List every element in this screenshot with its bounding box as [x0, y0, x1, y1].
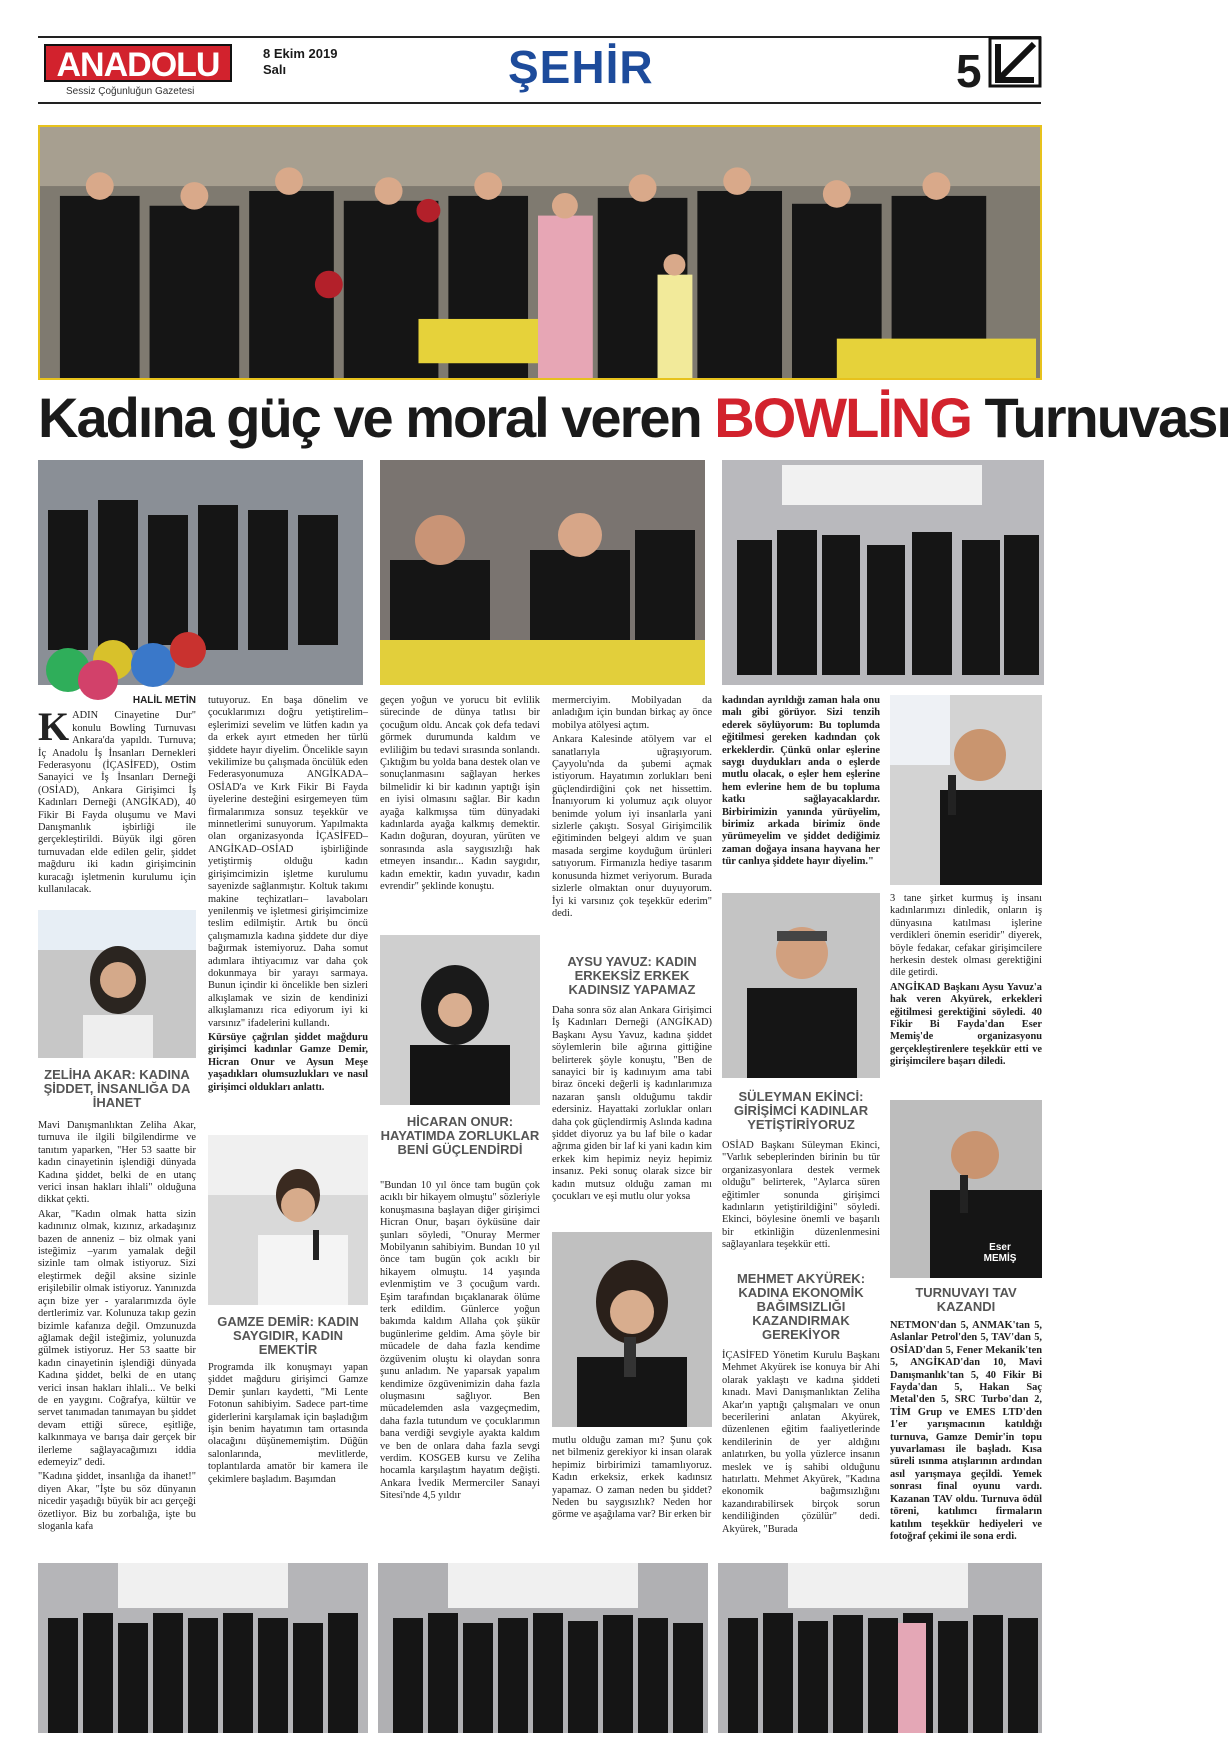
- article-column-2b: [208, 1362, 368, 1552]
- paragraph: "Bundan 10 yıl önce tam bugün çok acıklı bir hikayem olmuştu" sözleriyle konuşmasına başlayan diğer girişimci Hicran Onur, başarı öyküsüne dair şunları söyledi, "Onuray Mermer Mobilyanın sahibiyim. Bundan 10 yıl önce tam bugün çok acıklı bir hikayem olmuştu. 14 yaşında evlenmiştim ve 3 çocuğum vardı. Eşim tarafından bıçaklanarak ölüme terk edildim. Günlerce yoğun bakımda kaldım Allaha çok şükür bugünlerime geldim. Ama şöyle bir mücadele de daha fazla kendime özgüvenim oluştu ki olaydan sonra şunu anladım. Ne yaparsak yapalım kendimize özgüvenimizin daha fazla oluşmasını sağlıyor. Ben mücadelemden asla vazgeçmedim, daha fazla tutundum ve çocuklarımın bana verdiği sevgiyle ayakta kaldım ve ben de onlara daha fazla sevgi verdim. KOSGEB kursu ve Zeliha hocamla karşılaştım hayatım değişti. Ankara İvedik Mermerciler Sanayi Sitesi'nde 4,5 yıldır: [380, 1180, 540, 1502]
- article-column-6b: [890, 1320, 1042, 1552]
- article-column-4: [552, 695, 712, 950]
- photo-group-bottom-right: [718, 1563, 1042, 1733]
- article-column-4c: [552, 1435, 712, 1553]
- paragraph: tutuyoruz. En başa dönelim ve çocuklarımızı doğru yetiştirelim–eşlerimizi sevelim ve lütfen kadın ya da erkek ayırt etmeden her türlü şiddete hayır diyelim. Öncelikle sayın vekilimize bu çalışmada öncülük eden Federasyonumuza ANGİKADA–OSİAD'a ve Kırk Fikir Bi Fayda üyelerine desteğini esirgemeyen tüm firmalarımıza sonsuz teşekkür ve minnetlerimi sunuyorum. Yapılmakta olan organizasyonda İÇASİFED–ANGİKAD–OSİAD işbirliğinde yetiştirmiş olduğu kadın girişimcimizin işletme kurulumu sayenizde sağlanmıştır. Koltuk takımı makine teçhizatları– lavaboları yenilenmiş ve işletmesi girişimcimize teslim edilmiştir. Artık bu öncü çalışmamızla kadına şiddete dur diye bağırmak istemiyoruz. Daha somut adımlara ihtiyacımız var daha çok dokunmaya bir yarayı sarmaya. Bunun içindir ki öncelikle ben sizleri alkışlamak ve sizin de kendinizi alkışlamanızı rica ediyorum iyi ki varsınız" ifadelerini kullandı.: [208, 695, 368, 1029]
- article-column-5b: [722, 1140, 880, 1270]
- subheading-hicaran: HİCARAN ONUR: HAYATIMDA ZORLUKLAR BENİ GÜÇLENDİRDİ: [380, 1114, 540, 1157]
- paragraph: mutlu olduğu zaman mı? Şunu çok net bilmeniz gerekiyor ki insan olarak hepimiz birbirimizi tamamlıyoruz. Kadın erkeksiz, erkek kadınsız yapamaz. O zaman neden bu şiddet? Neden bu saygısızlık? Neden hor görme ve aşağılama var? Bir erken bir: [552, 1435, 712, 1521]
- paragraph: kadından ayrıldığı zaman hala onu malı gibi görüyor. Sizi tenzih ederek söylüyorum: Bu toplumda eğitilmesi gereken kadından çok erkeklerdir. Çünkü onlar eşlerine saygı duydukları anda o eşlerde mutlu olacak, o eşler hem eşlerine hem evlerine hem de bu topluma katkı sağlayacaklardır. Birbirimizin yanında yürüyelim, birimiz arkada birimiz önde yürümeyelim ve şiddet dediğimiz zaman doğaya insana hayvana her tür canlıya şiddete hayır diyelim.": [722, 695, 880, 868]
- article-column-1b: [38, 1120, 196, 1550]
- photo-eser-memis: [890, 1100, 1042, 1278]
- photo-women-bowling-balls: [38, 460, 363, 685]
- paragraph: Daha sonra söz alan Ankara Girişimci İş Kadınları Derneği (ANGİKAD) Başkanı Aysu Yavuz, kadına şiddet söylemlerin bile ağırına gittiğine belirterek şöyle konuştu, "Ben de sanayici bir iş kadınıyım ama tabi biraz önceki değerli iş kadınlarımıza nazaran şanslı olduğumu takdir edersiniz. Hayattaki zorluklar onları daha çok güçlendirmiş Aslında kadına şiddet diyoruz ya bu laf bile o kadar ağrıma giden bir laf ki yani kadın kim erkek kim hepimiz neyiz hepimiz insanız. Peki sonuç olarak sizce bir kadın mutsuz olduğu zaman mı çocukları ve eşi mutlu olur yoksa: [552, 1005, 712, 1203]
- photo-zeliha-akar: [38, 910, 196, 1058]
- paragraph: OSİAD Başkanı Süleyman Ekinci, "Varlık sebeplerinden birinin bu tür organizasyonlara destek vermek olduğu" belirterek, "Aylarca süren eğitimler sonunda girişimci kadınların yetiştirildiğini" söyledi. Ekinci, böylesine önemli ve başarılı bir etkinliğin düzenlenmesini sağlayanlara teşekkür etti.: [722, 1140, 880, 1251]
- paragraph: Akar, "Kadın olmak hatta sizin kadınınız olmak, kızınız, arkadaşınız bazen de anneniz – biz olmak yani isteğimiz –yarım yamalak değil sizinle tam olmak istiyoruz. Sizi eleştirmek değil aksine sizinle erişilebilir olmak istiyoruz. Yanınızda açın bize yer - yaralarımızda öyle dertlerimiz var. Kolunuza takıp gezin bizimle kafanıza değil. Omzunuzda ağlamak değil isteğimiz, yolunuzda gülmek istiyoruz. Her 53 saatte bir kadın cinayetinin işlendiği dünyada Kadına şiddet, belki de en utanç verici insan hakları ihlali... Ve belki de en yaygını. Coğrafya, kültür ve servet tanımadan tanımayan bu şiddet devam ettiği sürece, eşitliğe, kalkınmaya ve barışa dair gerçek bir ilerleme sağlayacağımızı iddia edemeyiz" dedi.: [38, 1208, 196, 1468]
- photo-group-sponsor-banner: [722, 460, 1044, 685]
- photo-hicaran-onur: [380, 935, 540, 1105]
- lead-paragraph: [38, 704, 196, 896]
- byline: HALİL METİN: [132, 695, 196, 706]
- section-title: ŞEHİR: [508, 41, 654, 93]
- paragraph: Kürsüye çağrılan şiddet mağduru girişimci kadınlar Gamze Demir, Hicran Onur ve Aysun Meşe yaşadıkları olumsuzlukları ve nasıl girişimci oldukları anlattı.: [208, 1031, 368, 1093]
- subheading-gamze: GAMZE DEMİR: KADIN SAYGIDIR, KADIN EMEKTİR: [217, 1314, 359, 1357]
- subheading-suleyman: SÜLEYMAN EKİNCİ: GİRİŞİMCİ KADINLAR YETİŞTİRİYORUZ: [733, 1089, 869, 1132]
- newspaper-slogan: Sessiz Çoğunluğun Gazetesi: [66, 86, 195, 97]
- article-column-3: [380, 695, 540, 935]
- paragraph: Mavi Danışmanlıktan Zeliha Akar, turnuva ile ilgili bilgilendirme ve tanıtım yaparken, "Her 53 saatte bir kadın cinayetinin işlendiği dünyada Kadına şiddet, belki de en utanç verici insan hakları ihlali" olduğuna dikkat çekti.: [38, 1120, 196, 1206]
- paragraph: "Kadına şiddet, insanlığa da ihanet!" diyen Akar, "İşte bu söz dünyanın nicedir yaşadığı büyük bir acı gerçeği özetliyor. Biz bu zorbalığa, işte bu sloganla kafa: [38, 1471, 196, 1532]
- article-column-5: [722, 695, 880, 885]
- article-column-6: [890, 893, 1042, 1093]
- date-line: 8 Ekim 2019: [263, 46, 338, 61]
- article-column-1: [38, 695, 196, 910]
- subheading-zeliha: ZELİHA AKAR: KADINA ŞİDDET, İNSANLIĞA DA İHANET: [43, 1067, 191, 1110]
- photo-mehmet-akyurek: [890, 695, 1042, 885]
- subheading-mehmet: MEHMET AKYÜREK: KADINA EKONOMİK BAĞIMSIZLIĞI KAZANDIRMAK GEREKİYOR: [736, 1271, 866, 1342]
- lead-text: ADIN Cinayetine Dur" konulu Bowling Turnuvası Ankara'da yapıldı. Turnuva; İç Anadolu İş İnsanları Dernekleri Federasyonu (İÇASİFED), Ostim Sanayici ve İş İnsanları Derneği (OSİAD), Ankara Girişimci İş Kadınları Derneği (ANGİKAD), 40 Fikir Bi Fayda oluşumu ve Mavi Danışmanlık işbirliği ile gerçekleştirildi. Büyük ilgi gören turnuvadan elde edilen gelir, şiddet mağduru iki kadın girişimcinin kuracağı işletmenin kurulumu için kullanılacak.: [38, 710, 196, 896]
- subheading-aysu: AYSU YAVUZ: KADIN ERKEKSİZ ERKEK KADINSIZ YAPAMAZ: [567, 954, 697, 997]
- article-column-2: [208, 695, 368, 1135]
- masthead: [38, 36, 1041, 104]
- paragraph: İÇASİFED Yönetim Kurulu Başkanı Mehmet Akyürek ise konuya bir Ahi olarak yaklaştı ve kadına şiddeti kınadı. Mavi Danışmanlıktan Zeliha Akar'ın yaptığı çalışmaları ve onun becerilerini anlatan Akyürek, düzenlenen eğitim faaliyetlerinde kendilerinin de yer aldığını anlatırken, bu yolla yüzlerce insanın meslek ve iş sahibi olduğunu hatırlattı. Mehmet Akyürek, "Kadına ekonomik bağımsızlığını kazandırabilirsek birçok sorun kendiliğinden çözülür" dedi. Akyürek, "Burada: [722, 1350, 880, 1535]
- headline: [38, 385, 1230, 450]
- dropcap: K: [38, 704, 70, 750]
- paragraph: Programda ilk konuşmayı yapan şiddet mağduru girişimci Gamze Demir şunları kaydetti, "Mi Lente Fotonun sahibiyim. Sadece part-time giderlerini karşılamak için başladığım işin benim hayatımın tam ortasında olacağını düşünememiştim. Düğün salonlarında, mevlitlerde, toplantılarda amatör bir kamera ile çekimlere başladım. Başımdan: [208, 1362, 368, 1485]
- photo-caption: Eser MEMİŞ: [983, 1242, 1017, 1264]
- paragraph: ANGİKAD Başkanı Aysu Yavuz'a hak veren Akyürek, erkekleri eğitilmesi gerektiğini söyledi. 40 Fikir Bi Fayda'dan Eser Memiş'de organizasyonu gerçekleştirenlere teşekkür etti ve girişimcilere başarı diledi.: [890, 981, 1042, 1068]
- headline-part2: Turnuvası: [970, 386, 1230, 449]
- photo-group-bottom-center: [378, 1563, 708, 1733]
- weekday-line: Salı: [263, 62, 287, 77]
- article-column-4b: [552, 1005, 712, 1230]
- newspaper-logo[interactable]: ANADOLU: [44, 44, 232, 82]
- paragraph: NETMON'dan 5, ANMAK'tan 5, Aslanlar Petrol'den 5, TAV'dan 5, OSİAD'dan 5, Fener Mekanik'ten 5, ANGİKAD'dan 10, Mavi Danışmanlık'tan 5, 40 Fikir Bi Fayda'dan 5, Hakan Saç Metal'den 5, SRC Turbo'dan 2, TİM Grup ve EMES LTD'den 1'er yarışmacının katıldığı turnuva, Gamze Demir'in topu yuvarlaması ile başladı. Kısa süreli ısınma atışlarının ardından asıl yarışmaya geçildi. Yemek sonrası final oyunu vardı. Kazanan TAV oldu. Turnuva ödül töreni, katılımcı firmaların katılım teşekkür hediyeleri ve fotoğraf çekimi ile sona erdi.: [890, 1320, 1042, 1542]
- group-photo-main: [38, 125, 1042, 380]
- corner-mark-icon: [990, 38, 1040, 86]
- page-number: 5: [956, 45, 982, 97]
- photo-gamze-demir: [208, 1135, 368, 1305]
- headline-highlight: BOWLİNG: [714, 386, 971, 449]
- headline-part1: Kadına güç ve moral veren: [38, 386, 715, 449]
- photo-group-bottom-left: [38, 1563, 368, 1733]
- photo-suleyman-ekinci: [722, 893, 880, 1078]
- paragraph: Ankara Kalesinde atölyem var el sanatlarıyla uğraşıyorum. Çayyolu'nda da şubemi açmak istiyorum. Hayatımın zorlukları beni güçlendirdiğini çok net hissettim. İnanıyorum ki yolumuz açık oluyor benimde yolum iyi insanlarla yani sizlerle çakıştı. Sosyal Girişimcilik eğitiminden belgeyi aldım ve şuan masada sergime koyduğum ürünleri satıyorum. Firmanızla hediye tasarım konusunda hizmet veriyorum. Burada sizlerle olmaktan onur duyuyorum. İyi ki varsınız çok teşekkür ederim" dedi.: [552, 734, 712, 919]
- photo-aysu-yavuz: [552, 1232, 712, 1427]
- paragraph: 3 tane şirket kurmuş iş insanı kadınlarımızı dinledik, onların iş dünyasına katılması işlerine verdikleri önemin eseridir" diyerek, böyle fedakar, cefakar girişimcilere herkesin destek olması gerektiğini dile getirdi.: [890, 893, 1042, 979]
- article-column-5c: [722, 1350, 880, 1552]
- paragraph: mermerciyim. Mobilyadan da anladığım için bundan birkaç ay önce mobilya atölyesi açtım.: [552, 695, 712, 731]
- paragraph: geçen yoğun ve yorucu bit evlilik sürecinde de dünya tatlısı bir çocuğum oldu. Ancak çok defa tedavi görmek durumunda kaldım ve evliliğim bu tedavi sırasında sonlandı. Çıktığım bu yolda bana destek olan ve sonuçlanmasını sağlayan herkes bilmelidir ki bir kadının yaptığı işin en iyisi olmasını sağlar. Bir kadın ayağa kalkmışsa tüm dünyadaki kadınlarda ayağa kalkmış demektir. Kadın doğuran, doyuran, yürüten ve sonrasında asla saygısızlığı hak etmeyen insandır... Kadın saygıdır, kadın emektir, kadın yuvadır, kadın evrendir" şeklinde konuştu.: [380, 695, 540, 893]
- subheading-turnuva: TURNUVAYI TAV KAZANDI: [915, 1285, 1017, 1314]
- article-column-3b: [380, 1180, 540, 1552]
- issue-date: [263, 46, 337, 78]
- photo-man-woman-table: [380, 460, 705, 685]
